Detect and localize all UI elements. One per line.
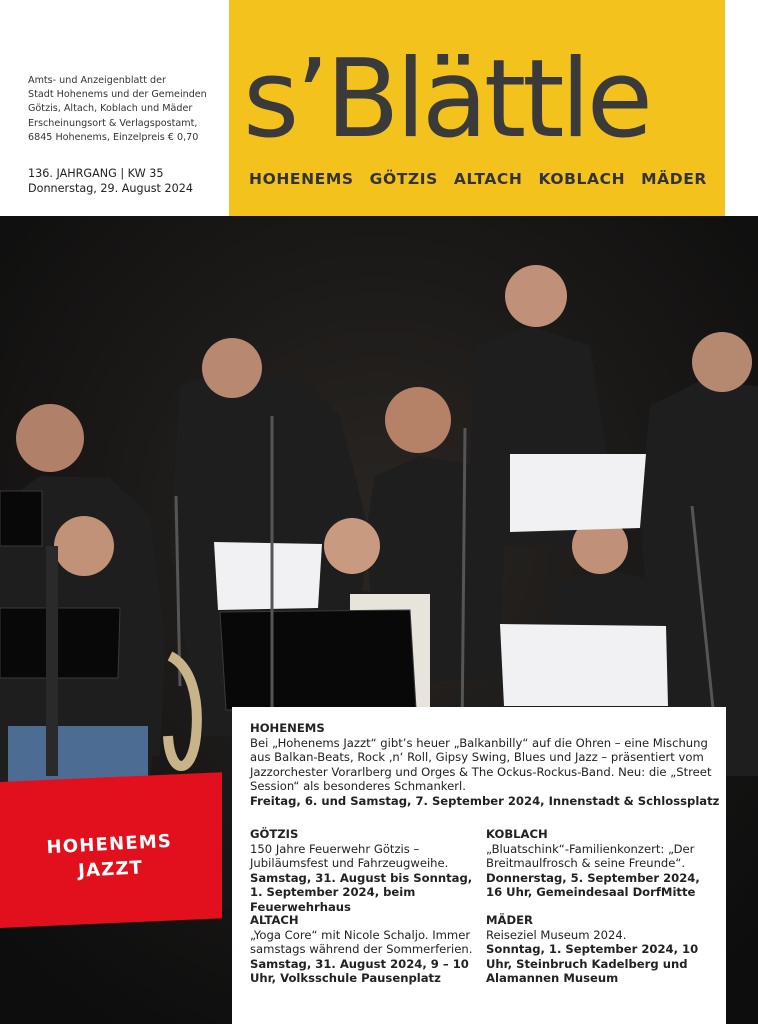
- masthead: [229, 0, 725, 216]
- event-when: Sonntag, 1. September 2024, 10 Uhr, Steinbruch Kadelberg und Alamannen Museum: [486, 942, 699, 986]
- event-when: Samstag, 31. August bis Sonntag, 1. September 2024, beim Feuerwehrhaus: [250, 870, 473, 914]
- event-description: „Yoga Core“ mit Nicole Schaljo. Immer samstags während der Sommerferien.: [250, 927, 473, 957]
- event-town: KOBLACH: [486, 827, 548, 841]
- event-when: Freitag, 6. und Samstag, 7. September 2024, Innenstadt & Schlossplatz: [250, 793, 720, 808]
- cover-label-line1: HOHENEMS: [46, 830, 173, 859]
- event-town: MÄDER: [486, 913, 533, 927]
- events-box: [232, 707, 726, 1024]
- event-description: 150 Jahre Feuerwehr Götzis – Jubiläumsfest und Fahrzeugweihe.: [250, 841, 449, 871]
- event-description: Reiseziel Museum 2024.: [486, 927, 627, 942]
- town-list: [249, 170, 707, 188]
- town-hohenems: HOHENEMS: [249, 170, 354, 188]
- event-goetzis: [250, 827, 478, 915]
- event-altach: [250, 913, 478, 986]
- event-hohenems: [250, 721, 720, 809]
- event-when: Donnerstag, 5. September 2024, 16 Uhr, Gemeindesaal DorfMitte: [486, 870, 700, 900]
- event-town: ALTACH: [250, 913, 299, 927]
- issue-info: [28, 166, 228, 196]
- publisher-info: [28, 74, 228, 145]
- town-maeder: MÄDER: [641, 170, 707, 188]
- publisher-line: Götzis, Altach, Koblach und Mäder: [28, 103, 193, 115]
- publisher-line: Stadt Hohenems und der Gemeinden: [28, 89, 207, 101]
- publisher-line: 6845 Hohenems, Einzelpreis € 0,70: [28, 131, 199, 143]
- event-when: Samstag, 31. August 2024, 9 – 10 Uhr, Volksschule Pausenplatz: [250, 956, 469, 986]
- publisher-line: Erscheinungsort & Verlagspostamt,: [28, 117, 198, 129]
- event-description: „Bluatschink“-Familienkonzert: „Der Breitmaulfrosch & seine Freunde“.: [486, 841, 695, 871]
- clarinet: [46, 546, 58, 776]
- event-town: HOHENEMS: [250, 721, 325, 735]
- publisher-line: Amts- und Anzeigenblatt der: [28, 75, 166, 86]
- event-koblach: [486, 827, 718, 900]
- cover-label-line2: JAZZT: [77, 857, 144, 882]
- event-maeder: [486, 913, 718, 986]
- cover-label: [19, 827, 201, 886]
- issue-date: Donnerstag, 29. August 2024: [28, 182, 193, 195]
- town-koblach: KOBLACH: [538, 170, 626, 188]
- event-description: Bei „Hohenems Jazzt“ gibt’s heuer „Balkanbilly“ auf die Ohren – eine Mischung aus Balkan-Beats, Rock ‚n‘ Roll, Gipsy Swing, Blues und Jazz – präsentiert vom Jazzorchester Vorarlberg und Orges & The Ockus-Rockus-Band. Neu: die „Street Session“ als besonderes Schmankerl.: [250, 735, 712, 794]
- event-town: GÖTZIS: [250, 827, 299, 841]
- issue-volume: 136. JAHRGANG | KW 35: [28, 167, 164, 180]
- town-altach: ALTACH: [453, 170, 523, 188]
- town-goetzis: GÖTZIS: [369, 170, 438, 188]
- logo-title: s’Blättle: [243, 37, 650, 162]
